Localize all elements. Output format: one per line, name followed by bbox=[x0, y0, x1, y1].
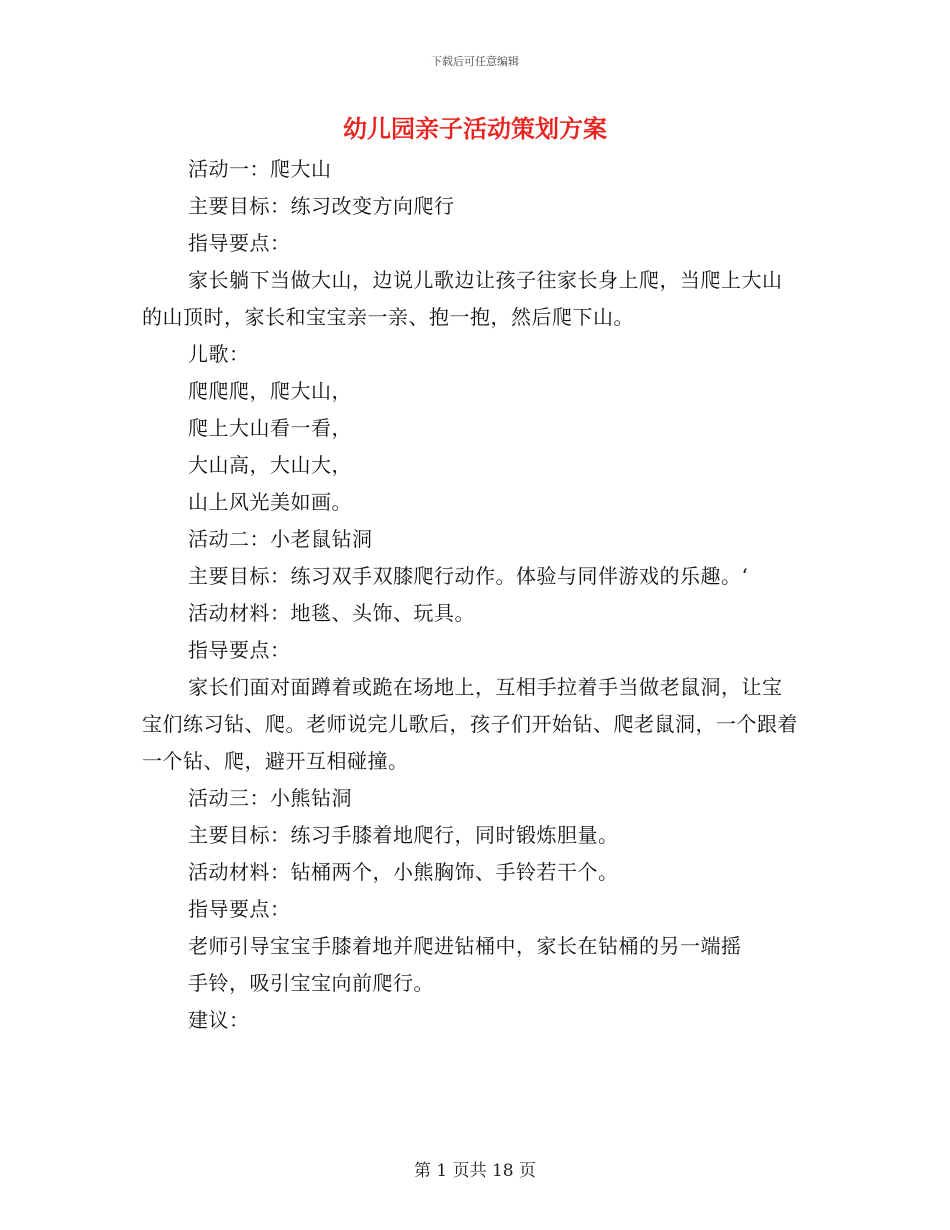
activity-2-materials: 活动材料：地毯、头饰、玩具。 bbox=[188, 601, 475, 625]
activity-3-goal: 主要目标：练习手膝着地爬行，同时锻炼胆量。 bbox=[188, 823, 619, 847]
activity-3-guide-heading: 指导要点： bbox=[188, 897, 291, 921]
activity-3-guide-text-2: 手铃，吸引宝宝向前爬行。 bbox=[188, 971, 434, 995]
rhyme-heading: 儿歌： bbox=[188, 342, 250, 366]
activity-2-goal: 主要目标：练习双手双膝爬行动作。体验与同伴游戏的乐趣。‘ bbox=[188, 564, 749, 588]
document-title: 幼儿园亲子活动策划方案 bbox=[343, 114, 607, 143]
activity-3-heading: 活动三：小熊钻洞 bbox=[188, 786, 352, 810]
activity-1-heading: 活动一：爬大山 bbox=[188, 157, 332, 181]
rhyme-line-3: 大山高，大山大， bbox=[188, 453, 352, 477]
activity-1-guide-text: 家长躺下当做大山，边说儿歌边让孩子往家长身上爬，当爬上大山的山顶时，家长和宝宝亲一亲、抱一抱，然后爬下山。 bbox=[142, 268, 783, 329]
activity-3-guide-text-1: 老师引导宝宝手膝着地并爬进钻桶中，家长在钻桶的另一端摇 bbox=[188, 934, 742, 958]
rhyme-line-1: 爬爬爬，爬大山， bbox=[188, 379, 352, 403]
document-body bbox=[142, 151, 802, 1039]
rhyme-line-2: 爬上大山看一看， bbox=[188, 416, 352, 440]
activity-2-guide-heading: 指导要点： bbox=[188, 638, 291, 662]
activity-2-heading: 活动二：小老鼠钻洞 bbox=[188, 527, 373, 551]
activity-3-materials: 活动材料：钻桶两个，小熊胸饰、手铃若干个。 bbox=[188, 860, 619, 884]
header-note: 下载后可任意编辑 bbox=[431, 55, 519, 68]
activity-1-goal: 主要目标：练习改变方向爬行 bbox=[188, 194, 455, 218]
rhyme-line-4: 山上风光美如画。 bbox=[188, 490, 352, 514]
activity-2-guide-text: 家长们面对面蹲着或跪在场地上，互相手拉着手当做老鼠洞，让宝宝们练习钻、爬。老师说完儿歌后，孩子们开始钻、爬老鼠洞，一个跟着一个钻、爬，避开互相碰撞。 bbox=[142, 675, 798, 773]
activity-1-guide-heading: 指导要点： bbox=[188, 231, 291, 255]
page-number: 第 1 页共 18 页 bbox=[413, 1161, 537, 1181]
suggestion-heading: 建议： bbox=[188, 1008, 250, 1032]
